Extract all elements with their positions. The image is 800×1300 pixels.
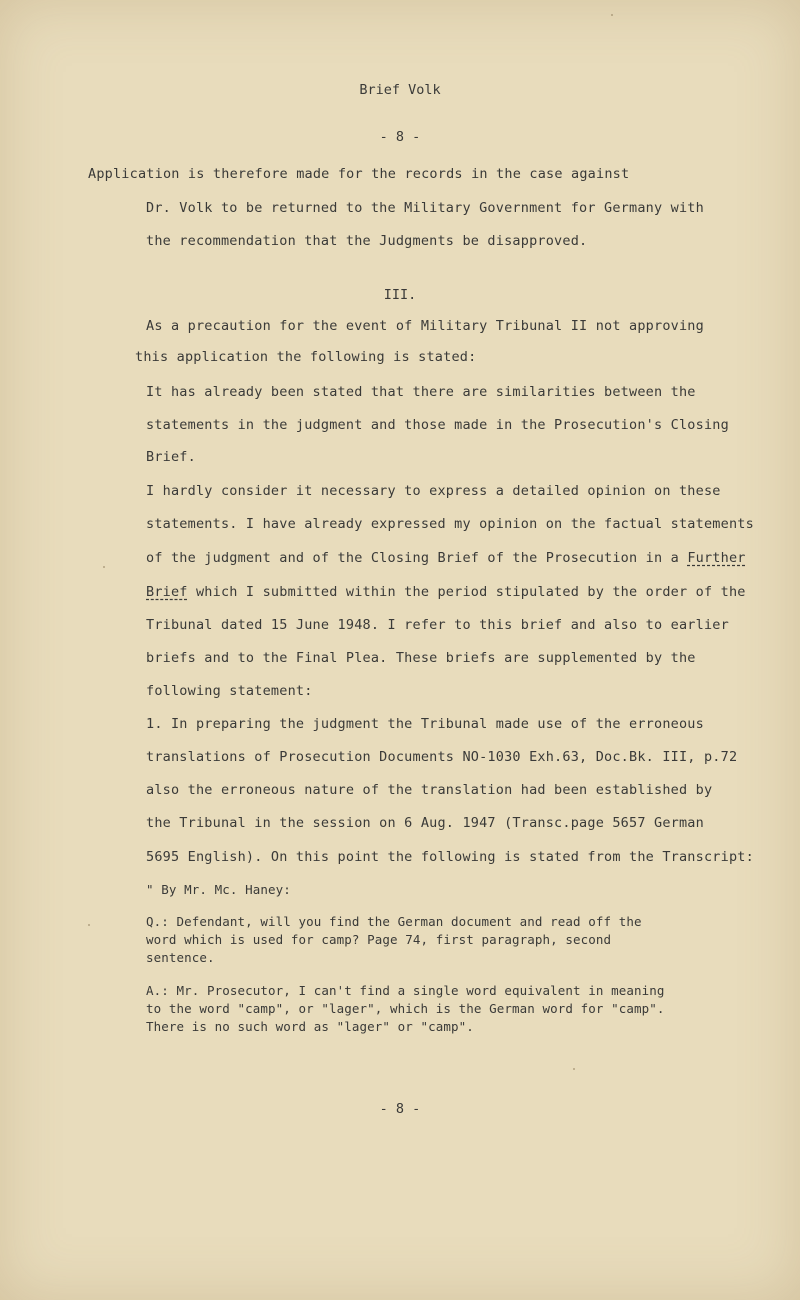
page-number-top: - 8 - bbox=[379, 129, 421, 145]
transcript-question-line-1: Q.: Defendant, will you find the German document and read off the bbox=[146, 914, 642, 929]
paragraph-4-line-3 bbox=[146, 550, 746, 566]
paragraph-5-line-5: 5695 English). On this point the following is stated from the Transcript: bbox=[146, 849, 754, 865]
paragraph-4-line-1: I hardly consider it necessary to express a detailed opinion on these bbox=[146, 483, 721, 499]
transcript-answer-line-1: A.: Mr. Prosecutor, I can't find a single word equivalent in meaning bbox=[146, 983, 665, 998]
paragraph-4-line-4 bbox=[146, 584, 746, 600]
page-number-bottom: - 8 - bbox=[379, 1101, 421, 1117]
paragraph-1-line-1: Application is therefore made for the records in the case against bbox=[88, 166, 630, 182]
underlined-brief: Brief bbox=[146, 584, 188, 600]
paragraph-2-line-1: As a precaution for the event of Military Tribunal II not approving bbox=[146, 318, 704, 334]
paragraph-3-line-3: Brief. bbox=[146, 449, 196, 465]
paragraph-4-line-2: statements. I have already expressed my opinion on the factual statements bbox=[146, 516, 754, 532]
transcript-question-line-2: word which is used for camp? Page 74, first paragraph, second bbox=[146, 932, 612, 947]
paragraph-4-line-3-text: of the judgment and of the Closing Brief of the Prosecution in a bbox=[146, 550, 688, 566]
paragraph-5-line-3: also the erroneous nature of the translation had been established by bbox=[146, 782, 713, 798]
paragraph-5-line-4: the Tribunal in the session on 6 Aug. 1947 (Transc.page 5657 German bbox=[146, 815, 704, 831]
paragraph-4-line-7: following statement: bbox=[146, 683, 313, 699]
underlined-further: Further bbox=[687, 550, 746, 566]
paragraph-5-line-2: translations of Prosecution Documents NO-1030 Exh.63, Doc.Bk. III, p.72 bbox=[146, 749, 738, 765]
paper-speck bbox=[88, 924, 90, 926]
transcript-answer-line-3: There is no such word as "lager" or "camp". bbox=[146, 1019, 474, 1034]
paragraph-2-line-2: this application the following is stated: bbox=[135, 349, 477, 365]
paragraph-4-line-5: Tribunal dated 15 June 1948. I refer to this brief and also to earlier bbox=[146, 617, 729, 633]
document-header: Brief Volk bbox=[359, 82, 441, 98]
paragraph-3-line-1: It has already been stated that there are similarities between the bbox=[146, 384, 696, 400]
paragraph-4-line-6: briefs and to the Final Plea. These briefs are supplemented by the bbox=[146, 650, 696, 666]
paper-speck bbox=[573, 1068, 575, 1070]
transcript-answer-line-2: to the word "camp", or "lager", which is the German word for "camp". bbox=[146, 1001, 665, 1016]
paragraph-4-line-4-text: which I submitted within the period stipulated by the order of the bbox=[187, 584, 746, 600]
transcript-speaker: " By Mr. Mc. Haney: bbox=[146, 882, 291, 897]
paper-speck bbox=[103, 566, 105, 568]
paragraph-1-line-2: Dr. Volk to be returned to the Military Government for Germany with bbox=[146, 200, 704, 216]
paragraph-1-line-3: the recommendation that the Judgments be disapproved. bbox=[146, 233, 588, 249]
section-number: III. bbox=[383, 287, 417, 303]
paper-speck bbox=[611, 14, 613, 16]
transcript-question-line-3: sentence. bbox=[146, 950, 215, 965]
paragraph-3-line-2: statements in the judgment and those made in the Prosecution's Closing bbox=[146, 417, 729, 433]
paragraph-5-line-1: 1. In preparing the judgment the Tribunal made use of the erroneous bbox=[146, 716, 704, 732]
